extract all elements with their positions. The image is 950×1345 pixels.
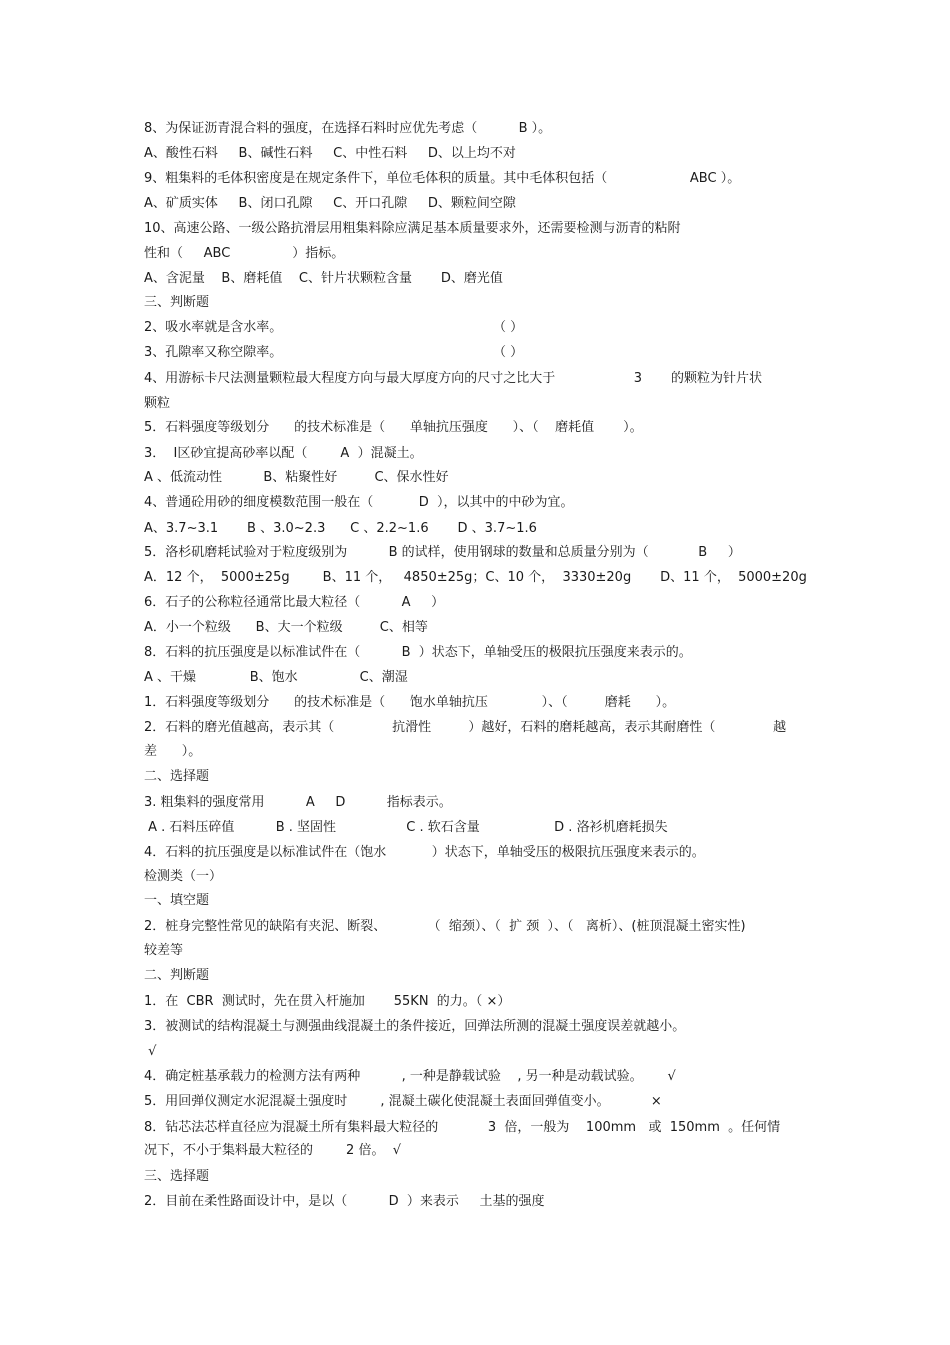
text-line: 1．在 CBR 测试时，先在贯入杆施加 55KN 的力。（ ×） xyxy=(144,994,511,1009)
text-line: 3．被测试的结构混凝土与测强曲线混凝土的条件接近，回弹法所测的混凝土强度误差就越小。 xyxy=(144,1019,686,1034)
text-line: A 、干燥 B、饱水 C、潮湿 xyxy=(144,670,408,685)
text-line: 5．用回弹仪测定水泥混凝土强度时 , 混凝土碳化使混凝土表面回弹值变小。 × xyxy=(144,1094,662,1109)
text-line: A、3.7~3.1 B 、3.0~2.3 C 、2.2~1.6 D 、3.7~1.6 xyxy=(144,521,537,536)
text-line: 颗粒 xyxy=(144,396,171,411)
text-line: 5．石料强度等级划分 的技术标准是（ 单轴抗压强度 ）、（ 磨耗值 ）。 xyxy=(144,420,643,435)
text-line: A．小一个粒级 B、大一个粒级 C、相等 xyxy=(144,620,428,635)
text-line: 三、选择题 xyxy=(144,1169,210,1184)
text-line: A、酸性石料 B、碱性石料 C、中性石料 D、以上均不对 xyxy=(144,146,516,161)
text-line: 较差等 xyxy=(144,943,184,958)
text-line: √ xyxy=(144,1044,157,1059)
text-line: 1．石料强度等级划分 的技术标准是（ 饱水单轴抗压 ）、（ 磨耗 ）。 xyxy=(144,695,676,710)
text-line: A . 石料压碎值 B . 坚固性 C . 软石含量 D . 洛衫机磨耗损失 xyxy=(144,820,668,835)
text-line: 6．石子的公称粒径通常比最大粒径（ A ） xyxy=(144,595,445,610)
text-line: 8．钻芯法芯样直径应为混凝土所有集料最大粒径的 3 倍，一般为 100mm 或 150mm 。任何情 xyxy=(144,1120,781,1135)
text-line: 4、普通砼用砂的细度模数范围一般在（ D ），以其中的中砂为宜。 xyxy=(144,495,574,510)
text-line: 二、判断题 xyxy=(144,968,210,983)
text-line: 况下，不小于集料最大粒径的 2 倍。 √ xyxy=(144,1143,402,1158)
text-line: A、含泥量 B、磨耗值 C、针片状颗粒含量 D、磨光值 xyxy=(144,271,503,286)
text-line: A、矿质实体 B、闭口孔隙 C、开口孔隙 D、颗粒间空隙 xyxy=(144,196,516,211)
text-line: 差 ）。 xyxy=(144,744,202,759)
text-line: 4、用游标卡尺法测量颗粒最大程度方向与最大厚度方向的尺寸之比大于 3 的颗粒为针片状 xyxy=(144,371,762,386)
text-line: 二、选择题 xyxy=(144,769,210,784)
text-line: 10、高速公路、一级公路抗滑层用粗集料除应满足基本质量要求外，还需要检测与沥青的粘附 xyxy=(144,221,681,236)
text-line: 一、填空题 xyxy=(144,893,210,908)
text-line: A 、低流动性 B、粘聚性好 C、保水性好 xyxy=(144,470,449,485)
text-line: 性和（ ABC ）指标。 xyxy=(144,246,345,261)
text-line: 4．石料的抗压强度是以标准试件在（饱水 ）状态下，单轴受压的极限抗压强度来表示的。 xyxy=(144,845,705,860)
text-line: 2．石料的磨光值越高，表示其（ 抗滑性 ）越好，石料的磨耗越高，表示其耐磨性（ 越 xyxy=(144,720,787,735)
text-line: 检测类（一） xyxy=(144,869,223,884)
text-line: 8．石料的抗压强度是以标准试件在（ B ）状态下，单轴受压的极限抗压强度来表示的。 xyxy=(144,645,692,660)
text-line: 三、判断题 xyxy=(144,295,210,310)
text-line: A．12 个， 5000±25g B、11 个， 4850±25g；C、10 个， 3330±20g D、11 个， 5000±20g xyxy=(144,570,807,585)
text-line: 5．洛杉矶磨耗试验对于粒度级别为 B 的试样，使用钢球的数量和总质量分别为（ B ） xyxy=(144,545,741,560)
text-line: 2．目前在柔性路面设计中，是以（ D ）来表示 土基的强度 xyxy=(144,1194,545,1209)
text-line: 4．确定桩基承载力的检测方法有两种 , 一种是静载试验 , 另一种是动载试验。 √ xyxy=(144,1069,676,1084)
text-line: 8、为保证沥青混合料的强度，在选择石料时应优先考虑（ B ）。 xyxy=(144,121,552,136)
text-line: 2、吸水率就是含水率。 （ ） xyxy=(144,320,524,335)
text-line: 3. 粗集料的强度常用 A D 指标表示。 xyxy=(144,795,452,810)
text-line: 3． Ⅰ区砂宜提高砂率以配（ A ）混凝土。 xyxy=(144,446,423,461)
text-line: 9、粗集料的毛体积密度是在规定条件下，单位毛体积的质量。其中毛体积包括（ ABC ）。 xyxy=(144,171,741,186)
text-line: 2．桩身完整性常见的缺陷有夹泥、断裂、 （ 缩颈）、（ 扩 颈 ）、（ 离析）、(桩顶混凝土密实性) xyxy=(144,919,746,934)
text-line: 3、孔隙率又称空隙率。 （ ） xyxy=(144,345,524,360)
